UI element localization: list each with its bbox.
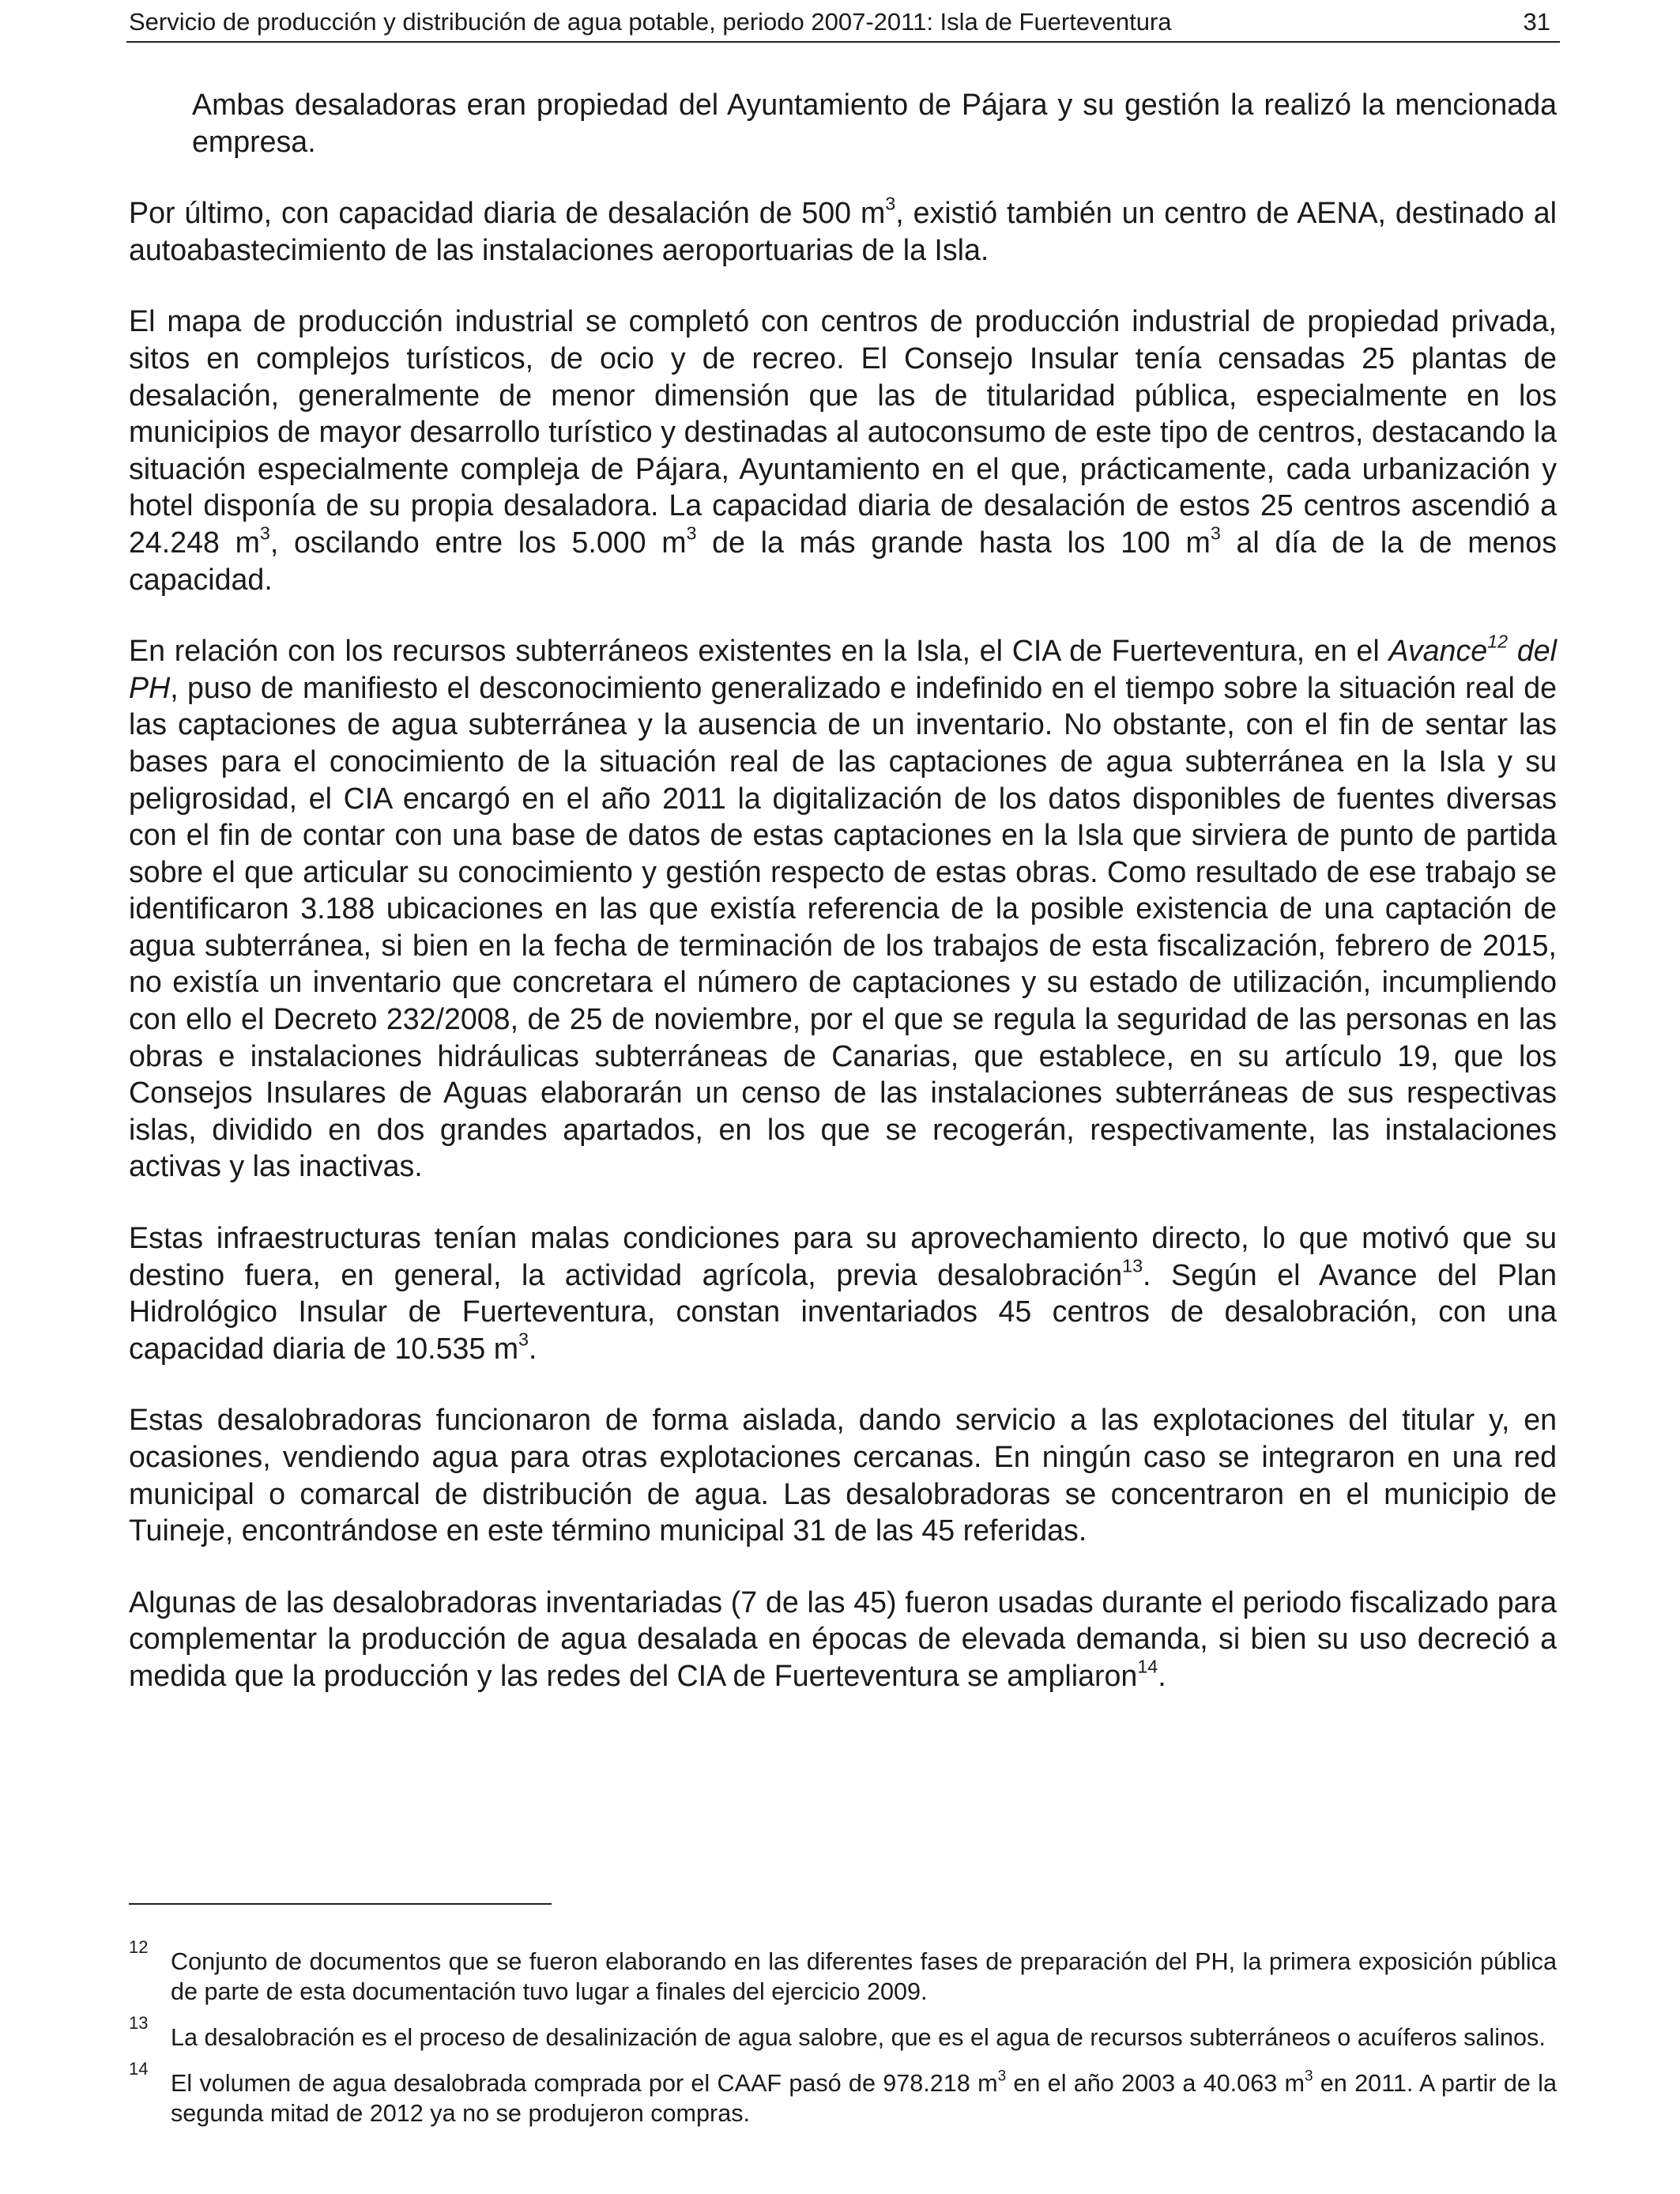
superscript-cubed: 3 xyxy=(686,522,697,544)
paragraph-text: . Según el Avance del Plan Hidrológico Insular de Fuerteventura, constan inventariados 45 centros de desalobración, con una capacidad diaria de 10.535 m xyxy=(129,1257,1557,1365)
paragraph-text: . xyxy=(529,1331,537,1365)
paragraph-text: Por último, con capacidad diaria de desalación de 500 m xyxy=(129,196,886,230)
paragraph-recursos-subterraneos xyxy=(129,632,1557,1185)
footnote-text: en el año 2003 a 40.063 m xyxy=(1006,2070,1305,2097)
paragraph-text: de la más grande hasta los 100 m xyxy=(696,525,1211,559)
paragraph-text: , existió también un centro de AENA, destinado al autoabastecimiento de las instalaciones aeroportuarias de la Isla. xyxy=(129,196,1557,266)
footnotes xyxy=(129,1937,1557,2144)
running-header xyxy=(126,5,1560,43)
italic-avance: Avance xyxy=(1388,634,1488,668)
italic-del-ph: del PH xyxy=(129,634,1557,704)
paragraph-text: , puso de manifiesto el desconocimiento generalizado e indefinido en el tiempo sobre la situación real de las captaciones de agua subterránea y la ausencia de un inventario. No obstante, con el fin de sentar las bases para el conocimiento de la situación real de las captaciones de agua subterránea en la Isla y su peligrosidad, el CIA encargó en el año 2011 la digitalización de los datos disponibles de fuentes diversas con el fin de contar con una base de datos de estas captaciones en la Isla que sirviera de punto de partida sobre el que articular su conocimiento y gestión respecto de estas obras. Como resultado de ese trabajo se identificaron 3.188 ubicaciones en las que existía referencia de la posible existencia de una captación de agua subterránea, si bien en la fecha de terminación de los trabajos de esta fiscalización, febrero de 2015, no existía un inventario que concretara el número de captaciones y su estado de utilización, incumpliendo con ello el Decreto 232/2008, de 25 de noviembre, por el que se regula la seguridad de las personas en las obras e instalaciones hidráulicas subterráneas de Canarias, que establece, en su artículo 19, que los Consejos Insulares de Aguas elaborarán un censo de las instalaciones subterráneas de sus respectivas islas, dividido en dos grandes apartados, en los que se recogerán, respectivamente, las instalaciones activas y las inactivas. xyxy=(129,670,1557,1183)
paragraph-text: , oscilando entre los 5.000 m xyxy=(269,525,687,559)
header-title: Servicio de producción y distribución de agua potable, periodo 2007-2011: Isla de Fuerteventura xyxy=(129,8,1172,36)
footnote-13 xyxy=(129,2013,1557,2053)
footnote-12 xyxy=(129,1937,1557,2007)
footnote-ref-12[interactable]: 12 xyxy=(1487,631,1509,652)
paragraph-aena xyxy=(129,194,1557,268)
footnote-number: 14 xyxy=(129,2059,149,2079)
page-number: 31 xyxy=(1523,8,1550,36)
footnote-ref-13[interactable]: 13 xyxy=(1122,1255,1143,1276)
paragraph-text: Algunas de las desalobradoras inventariadas (7 de las 45) fueron usadas durante el periodo fiscalizado para complementar la producción de agua desalada en épocas de elevada demanda, si bien su uso decreció a medida que la producción y las redes del CIA de Fuerteventura se ampliaron xyxy=(129,1585,1557,1692)
footnote-ref-14[interactable]: 14 xyxy=(1137,1656,1158,1677)
footnote-number: 12 xyxy=(129,1937,149,1957)
body-text xyxy=(129,86,1557,1695)
superscript-cubed: 3 xyxy=(1304,2068,1313,2085)
paragraph-text: El mapa de producción industrial se completó con centros de producción industrial de propiedad privada, sitos en complejos turísticos, de ocio y de recreo. El Consejo Insular tenía censadas 25 plantas de desalación, generalmente de menor dimensión que las de titularidad pública, especialmente en los municipios de mayor desarrollo turístico y destinadas al autoconsumo de este tipo de centros, destacando la situación especialmente compleja de Pájara, Ayuntamiento en el que, prácticamente, cada urbanización y hotel disponía de su propia desaladora. La capacidad diaria de desalación de estos 25 centros ascendió a 24.248 m xyxy=(129,304,1557,559)
paragraph-text: al día de la de menos capacidad. xyxy=(129,525,1557,596)
paragraph-produccion-industrial xyxy=(129,303,1557,598)
superscript-cubed: 3 xyxy=(1210,522,1221,544)
superscript-cubed: 3 xyxy=(997,2068,1007,2085)
paragraph-desaladoras-pajara xyxy=(192,86,1557,160)
paragraph-desalobradoras-inventariadas xyxy=(129,1584,1557,1695)
superscript-cubed: 3 xyxy=(885,193,896,214)
footnote-text: La desalobración es el proceso de desalinización de agua salobre, que es el agua de recursos subterráneos o acuíferos salinos. xyxy=(171,2024,1546,2051)
paragraph-text: En relación con los recursos subterráneos existentes en la Isla, el CIA de Fuerteventura, en el xyxy=(129,634,1389,668)
superscript-cubed: 3 xyxy=(259,522,270,544)
footnote-14 xyxy=(129,2059,1557,2128)
paragraph-text: Estas infraestructuras tenían malas condiciones para su aprovechamiento directo, lo que motivó que su destino fuera, en general, la actividad agrícola, previa desalobración xyxy=(129,1221,1557,1291)
footnote-text: Conjunto de documentos que se fueron elaborando en las diferentes fases de preparación del PH, la primera exposición pública de parte de esta documentación tuvo lugar a finales del ejercicio 2009. xyxy=(171,1948,1557,2005)
paragraph-infraestructuras xyxy=(129,1220,1557,1367)
footnote-text: El volumen de agua desalobrada comprada por el CAAF pasó de 978.218 m xyxy=(171,2070,998,2097)
superscript-cubed: 3 xyxy=(518,1329,529,1350)
paragraph-text: Estas desalobradoras funcionaron de forma aislada, dando servicio a las explotaciones del titular y, en ocasiones, vendiendo agua para otras explotaciones cercanas. En ningún caso se integraron en una red municipal o comarcal de distribución de agua. Las desalobradoras se concentraron en el municipio de Tuineje, encontrándose en este término municipal 31 de las 45 referidas. xyxy=(129,1403,1557,1547)
footnote-number: 13 xyxy=(129,2013,149,2033)
paragraph-text: . xyxy=(1158,1658,1166,1692)
footnote-text: en 2011. A partir de la segunda mitad de 2012 ya no se produjeron compras. xyxy=(171,2070,1557,2127)
footnote-separator xyxy=(129,1903,552,1905)
paragraph-text: Ambas desaladoras eran propiedad del Ayuntamiento de Pájara y su gestión la realizó la mencionada empresa. xyxy=(192,88,1557,158)
paragraph-desalobradoras xyxy=(129,1401,1557,1548)
